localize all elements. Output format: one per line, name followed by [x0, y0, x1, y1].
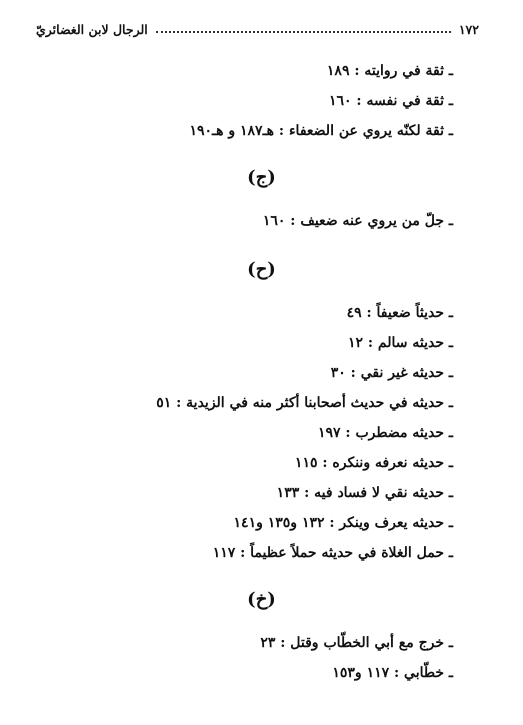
page-number: ١٧٢ [458, 21, 479, 37]
index-entry: ـ حديثه نعرفه وننكره : ١١٥ [294, 455, 453, 471]
running-header [36, 19, 479, 39]
index-entry: ـ حديثه غير نقي : ٣٠ [330, 365, 453, 381]
index-entry: ـ خرج مع أبي الخطّاب وقتل : ٢٣ [260, 635, 453, 651]
index-entry: ـ ثقة في نفسه : ١٦٠ [328, 93, 453, 109]
index-entry: ـ حديثه مضطرب : ١٩٧ [318, 425, 453, 441]
index-entry: ـ حديثه سالم : ١٢ [347, 335, 453, 351]
index-entry: ـ ثقة لكنّه يروي عن الضعفاء : هـ١٨٧ و هـ١٩٠ [189, 123, 453, 139]
index-entry: ـ ثقة في روايته : ١٨٩ [326, 63, 453, 79]
header-dot-leader [156, 31, 451, 33]
section-letter-heading: (خ) [247, 589, 276, 610]
index-entry: ـ حديثه يعرف وينكر : ١٣٢ و١٣٥ و١٤١ [233, 515, 453, 531]
section-letter-heading: (ج) [247, 167, 276, 188]
index-entry: ـ جلّ من يروي عنه ضعيف : ١٦٠ [262, 213, 453, 229]
index-entry: ـ حديثاً ضعيفاً : ٤٩ [346, 305, 453, 321]
section-letter-heading: (ح) [247, 259, 276, 280]
index-entry: ـ خطّابي : ١١٧ و١٥٣ [332, 665, 453, 681]
index-entry: ـ حديثه نقي لا فساد فيه : ١٣٣ [276, 485, 453, 501]
running-title: الرجال لابن الغضائريّ [36, 21, 148, 37]
index-entry: ـ حمل الغلاة في حديثه حملاً عظيماً : ١١٧ [212, 545, 453, 561]
index-entry: ـ حديثه في حديث أصحابنا أكثر منه في الزيدية : ٥١ [156, 395, 453, 411]
